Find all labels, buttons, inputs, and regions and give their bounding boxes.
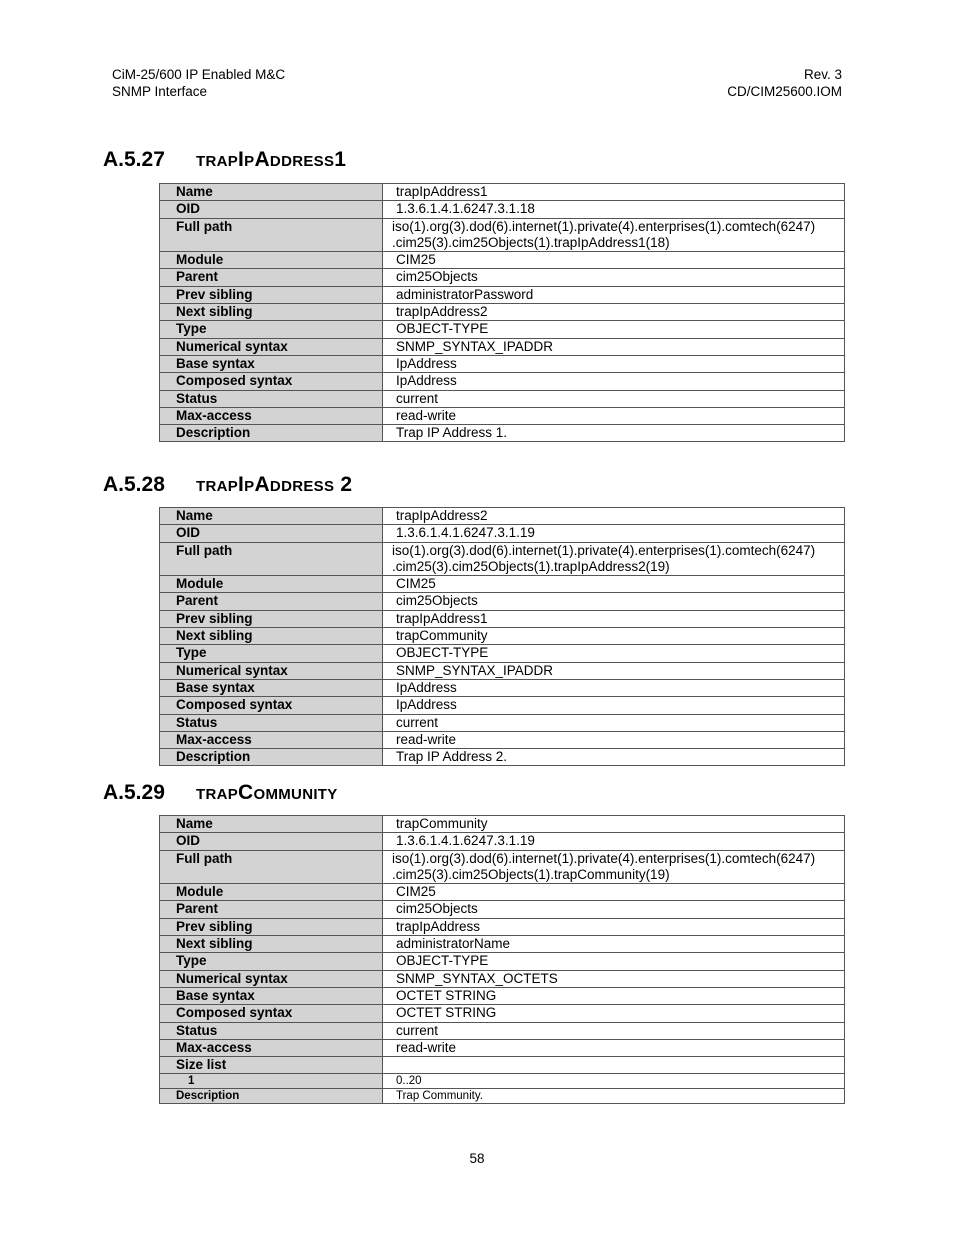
field-value-line: .cim25(3).cim25Objects(1).trapCommunity(19) <box>392 866 670 882</box>
field-name: Parent <box>160 901 383 918</box>
field-value: CIM25 <box>383 252 845 269</box>
field-name: OID <box>160 525 383 542</box>
field-value: read-write <box>383 731 845 748</box>
section-heading <box>103 781 338 805</box>
field-name: Type <box>160 953 383 970</box>
field-value: IpAddress <box>383 355 845 372</box>
field-value-line: .cim25(3).cim25Objects(1).trapIpAddress2(19) <box>392 558 670 574</box>
field-value: Trap IP Address 1. <box>383 425 845 442</box>
field-value: CIM25 <box>383 884 845 901</box>
field-value: administratorName <box>383 936 845 953</box>
table-row <box>160 833 845 850</box>
field-name: Composed syntax <box>160 697 383 714</box>
field-value: 1.3.6.1.4.1.6247.3.1.19 <box>383 833 845 850</box>
field-value-line: iso(1).org(3).dod(6).internet(1).private(4).enterprises(1).comtech(6247) <box>392 542 816 558</box>
section-heading <box>103 473 352 497</box>
field-value: SNMP_SYNTAX_IPADDR <box>383 662 845 679</box>
field-name: Size list <box>160 1057 383 1074</box>
field-value: current <box>383 714 845 731</box>
field-name: Full path <box>160 218 383 252</box>
field-value-line: .cim25(3).cim25Objects(1).trapIpAddress1(18) <box>392 234 670 250</box>
field-value: OCTET STRING <box>383 987 845 1004</box>
table-row <box>160 542 845 576</box>
field-name: Description <box>160 749 383 766</box>
field-name: 1 <box>160 1074 383 1089</box>
field-name: Type <box>160 645 383 662</box>
field-value: IpAddress <box>383 373 845 390</box>
table-row <box>160 1074 845 1089</box>
field-value: IpAddress <box>383 679 845 696</box>
table-row <box>160 576 845 593</box>
section-title: trapCommunity <box>196 781 338 804</box>
field-value: trapIpAddress2 <box>383 508 845 525</box>
field-name: Max-access <box>160 407 383 424</box>
table-row <box>160 338 845 355</box>
field-name: Name <box>160 816 383 833</box>
field-value: trapCommunity <box>383 816 845 833</box>
table-body <box>160 816 845 1104</box>
field-value: OCTET STRING <box>383 1005 845 1022</box>
field-value-line: iso(1).org(3).dod(6).internet(1).private(4).enterprises(1).comtech(6247) <box>392 218 816 234</box>
table-row <box>160 816 845 833</box>
document-code: CD/CIM25600.IOM <box>727 83 842 99</box>
field-name: Prev sibling <box>160 918 383 935</box>
section-number: A.5.28 <box>103 473 165 496</box>
field-value: OBJECT-TYPE <box>383 953 845 970</box>
table-row <box>160 901 845 918</box>
table-row <box>160 425 845 442</box>
field-value: OBJECT-TYPE <box>383 321 845 338</box>
table-row <box>160 525 845 542</box>
field-value: 1.3.6.1.4.1.6247.3.1.18 <box>383 201 845 218</box>
field-value: IpAddress <box>383 697 845 714</box>
document-subtitle: SNMP Interface <box>112 83 208 99</box>
field-name: Next sibling <box>160 628 383 645</box>
table-row <box>160 884 845 901</box>
table-row <box>160 390 845 407</box>
table-row <box>160 355 845 372</box>
document-title: CiM-25/600 IP Enabled M&C <box>112 67 286 82</box>
field-name: Parent <box>160 593 383 610</box>
field-value: trapCommunity <box>383 628 845 645</box>
table-row <box>160 1057 845 1074</box>
section-title: trapIpAddress1 <box>196 148 347 171</box>
field-value: current <box>383 390 845 407</box>
field-value <box>383 850 845 884</box>
table-row <box>160 918 845 935</box>
table-row <box>160 850 845 884</box>
field-name: Description <box>160 425 383 442</box>
field-name: OID <box>160 201 383 218</box>
table-row <box>160 731 845 748</box>
field-name: Base syntax <box>160 355 383 372</box>
field-name: Next sibling <box>160 304 383 321</box>
field-value: administratorPassword <box>383 286 845 303</box>
field-value: 0..20 <box>383 1074 845 1089</box>
table-row <box>160 252 845 269</box>
field-value: current <box>383 1022 845 1039</box>
field-name: Max-access <box>160 1039 383 1056</box>
field-name: Type <box>160 321 383 338</box>
field-value: 1.3.6.1.4.1.6247.3.1.19 <box>383 525 845 542</box>
field-value: Trap Community. <box>383 1089 845 1104</box>
table-body <box>160 508 845 766</box>
table-row <box>160 987 845 1004</box>
table-row <box>160 321 845 338</box>
table-row <box>160 679 845 696</box>
field-value: SNMP_SYNTAX_OCTETS <box>383 970 845 987</box>
field-value <box>383 542 845 576</box>
table-row <box>160 697 845 714</box>
field-name: Module <box>160 252 383 269</box>
section-title: trapIpAddress 2 <box>196 473 353 496</box>
mib-object-table <box>159 183 845 442</box>
field-value: CIM25 <box>383 576 845 593</box>
table-row <box>160 286 845 303</box>
field-value: cim25Objects <box>383 269 845 286</box>
field-name: Name <box>160 508 383 525</box>
table-row <box>160 1039 845 1056</box>
section-number: A.5.27 <box>103 148 165 171</box>
field-name: Status <box>160 390 383 407</box>
field-name: Composed syntax <box>160 373 383 390</box>
table-row <box>160 714 845 731</box>
field-name: Full path <box>160 542 383 576</box>
table-row <box>160 184 845 201</box>
field-name: Base syntax <box>160 679 383 696</box>
page-header-right <box>727 67 842 100</box>
field-value: SNMP_SYNTAX_IPADDR <box>383 338 845 355</box>
table-row <box>160 508 845 525</box>
field-name: Status <box>160 1022 383 1039</box>
table-row <box>160 749 845 766</box>
page-number: 58 <box>469 1151 485 1166</box>
field-name: OID <box>160 833 383 850</box>
section-number: A.5.29 <box>103 781 165 804</box>
table-row <box>160 201 845 218</box>
field-name: Composed syntax <box>160 1005 383 1022</box>
field-name: Description <box>160 1089 383 1104</box>
field-value: cim25Objects <box>383 901 845 918</box>
field-value: OBJECT-TYPE <box>383 645 845 662</box>
table-row <box>160 953 845 970</box>
table-row <box>160 269 845 286</box>
field-name: Module <box>160 884 383 901</box>
mib-object-table <box>159 815 845 1104</box>
table-row <box>160 1089 845 1104</box>
field-name: Module <box>160 576 383 593</box>
table-row <box>160 304 845 321</box>
field-value: trapIpAddress1 <box>383 184 845 201</box>
mib-object-table <box>159 507 845 766</box>
field-name: Next sibling <box>160 936 383 953</box>
field-name: Base syntax <box>160 987 383 1004</box>
table-row <box>160 1022 845 1039</box>
field-name: Prev sibling <box>160 286 383 303</box>
table-row <box>160 407 845 424</box>
field-value: trapIpAddress <box>383 918 845 935</box>
field-name: Max-access <box>160 731 383 748</box>
table-row <box>160 936 845 953</box>
field-value: Trap IP Address 2. <box>383 749 845 766</box>
table-row <box>160 610 845 627</box>
field-name: Full path <box>160 850 383 884</box>
table-row <box>160 373 845 390</box>
field-name: Status <box>160 714 383 731</box>
table-row <box>160 662 845 679</box>
table-body <box>160 184 845 442</box>
table-row <box>160 218 845 252</box>
field-name: Numerical syntax <box>160 662 383 679</box>
table-row <box>160 645 845 662</box>
field-name: Prev sibling <box>160 610 383 627</box>
field-value <box>383 1057 845 1074</box>
revision: Rev. 3 <box>803 67 842 82</box>
table-row <box>160 593 845 610</box>
field-value: trapIpAddress2 <box>383 304 845 321</box>
field-value <box>383 218 845 252</box>
field-value: cim25Objects <box>383 593 845 610</box>
field-name: Numerical syntax <box>160 338 383 355</box>
field-name: Numerical syntax <box>160 970 383 987</box>
field-value: read-write <box>383 1039 845 1056</box>
field-value: read-write <box>383 407 845 424</box>
section-heading <box>103 148 346 172</box>
field-name: Name <box>160 184 383 201</box>
field-value: trapIpAddress1 <box>383 610 845 627</box>
page-header-left <box>112 67 285 100</box>
table-row <box>160 628 845 645</box>
table-row <box>160 970 845 987</box>
field-name: Parent <box>160 269 383 286</box>
table-row <box>160 1005 845 1022</box>
field-value-line: iso(1).org(3).dod(6).internet(1).private(4).enterprises(1).comtech(6247) <box>392 850 816 866</box>
